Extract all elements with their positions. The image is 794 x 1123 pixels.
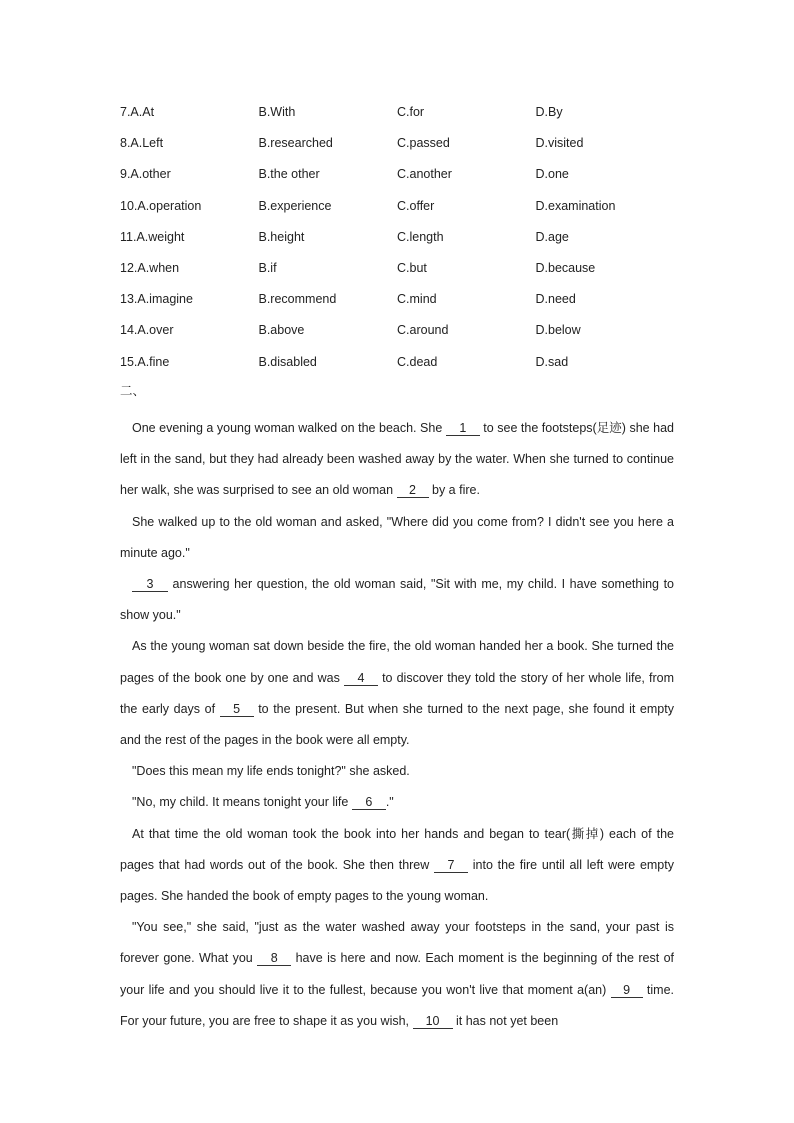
option-d: D.examination bbox=[535, 198, 616, 213]
option-d: D.one bbox=[535, 167, 569, 182]
option-c: C.another bbox=[397, 167, 452, 182]
blank-3: 3 bbox=[132, 577, 168, 592]
blank-8: 8 bbox=[257, 951, 291, 966]
paragraph-6 bbox=[120, 787, 674, 818]
blank-6: 6 bbox=[352, 795, 386, 810]
option-a: 14.A.over bbox=[120, 323, 174, 338]
blank-2: 2 bbox=[397, 483, 429, 498]
passage-text: At that time the old woman took the book into her hands and began to tear(撕掉) each of the pages that had words out of the book. She then threw bbox=[120, 826, 674, 872]
option-b: B.height bbox=[258, 229, 305, 244]
option-row-13 bbox=[120, 289, 680, 320]
option-d: D.below bbox=[535, 323, 581, 338]
option-c: C.passed bbox=[397, 136, 450, 151]
passage-text: have is here and now. Each moment is the beginning of the rest of your life and you should live it to the fullest, because you won't live that moment a(an) bbox=[120, 951, 675, 997]
option-c: C.around bbox=[397, 323, 449, 338]
passage-text: She walked up to the old woman and asked, "Where did you come from? I didn't see you here a minute ago." bbox=[120, 514, 674, 560]
option-d: D.because bbox=[535, 260, 596, 275]
passage-text: "Does this mean my life ends tonight?" she asked. bbox=[132, 764, 410, 779]
paragraph-1 bbox=[120, 413, 674, 507]
passage-text: to see the footsteps(足迹) she had left in the sand, but they had already been washed away by the water. When she turned to continue her walk, she was surprised to see an old woman bbox=[120, 421, 674, 498]
option-row-11 bbox=[120, 227, 680, 258]
option-a: 12.A.when bbox=[120, 260, 180, 275]
option-row-7 bbox=[120, 102, 680, 133]
passage-text: to discover they told the story of her whole life, from the early days of bbox=[120, 670, 674, 716]
option-b: B.With bbox=[258, 105, 296, 119]
blank-10: 10 bbox=[413, 1014, 453, 1029]
option-c: C.offer bbox=[397, 198, 435, 213]
option-b: B.researched bbox=[258, 136, 333, 151]
blank-7: 7 bbox=[434, 858, 468, 873]
option-d: D.age bbox=[535, 229, 569, 244]
option-row-9 bbox=[120, 164, 680, 195]
paragraph-2 bbox=[120, 507, 674, 569]
paragraph-5 bbox=[120, 756, 674, 787]
passage-text: time. For your future, you are free to shape it as you wish, bbox=[120, 982, 674, 1028]
passage-text: As the young woman sat down beside the fire, the old woman handed her a book. She turned the pages of the book one by one and was bbox=[120, 639, 674, 685]
option-d: D.sad bbox=[535, 354, 569, 369]
paragraph-8 bbox=[120, 912, 674, 1037]
passage-text: One evening a young woman walked on the beach. She bbox=[132, 421, 446, 435]
passage-text: to the present. But when she turned to the next page, she found it empty and the rest of the pages in the book were all empty. bbox=[120, 701, 674, 748]
blank-9: 9 bbox=[611, 983, 643, 998]
blank-1: 1 bbox=[446, 421, 480, 436]
option-a: 8.A.Left bbox=[120, 136, 164, 151]
option-row-14 bbox=[120, 320, 680, 351]
section-heading: 二、 bbox=[120, 384, 146, 398]
option-d: D.visited bbox=[535, 136, 584, 151]
passage-text: "You see," she said, "just as the water washed away your footsteps in the sand, your past is forever gone. What you bbox=[120, 920, 674, 966]
option-b: B.experience bbox=[258, 198, 332, 213]
paragraph-3 bbox=[120, 569, 674, 631]
passage-text: ." bbox=[385, 795, 394, 810]
option-a: 13.A.imagine bbox=[120, 292, 193, 307]
option-b: B.the other bbox=[258, 167, 320, 182]
blank-5: 5 bbox=[220, 702, 254, 717]
blank-4: 4 bbox=[344, 671, 378, 686]
option-a: 9.A.other bbox=[120, 167, 171, 182]
cloze-passage bbox=[120, 413, 674, 1037]
paragraph-7 bbox=[120, 819, 674, 913]
option-c: C.dead bbox=[397, 354, 438, 369]
paragraph-4 bbox=[120, 631, 674, 756]
passage-text: it has not yet been bbox=[452, 1013, 559, 1028]
option-c: C.mind bbox=[397, 292, 437, 307]
option-c: C.length bbox=[397, 229, 444, 244]
option-a: 7.A.At bbox=[120, 105, 155, 119]
option-a: 15.A.fine bbox=[120, 354, 170, 369]
passage-text: into the fire until all left were empty pages. She handed the book of empty pages to the young woman. bbox=[120, 857, 674, 904]
option-row-12 bbox=[120, 258, 680, 289]
option-b: B.recommend bbox=[258, 292, 337, 307]
option-b: B.above bbox=[258, 323, 305, 338]
option-c: C.for bbox=[397, 105, 425, 119]
option-a: 10.A.operation bbox=[120, 198, 202, 213]
option-c: C.but bbox=[397, 260, 427, 275]
passage-text: by a fire. bbox=[428, 483, 480, 498]
option-b: B.disabled bbox=[258, 354, 317, 369]
option-b: B.if bbox=[258, 260, 277, 275]
answer-options bbox=[120, 102, 680, 383]
option-a: 11.A.weight bbox=[120, 229, 185, 244]
option-d: D.By bbox=[535, 105, 563, 119]
passage-text: "No, my child. It means tonight your life bbox=[132, 795, 352, 810]
option-row-15 bbox=[120, 352, 680, 383]
passage-text: answering her question, the old woman said, "Sit with me, my child. I have something to show you." bbox=[120, 577, 674, 623]
option-row-10 bbox=[120, 196, 680, 227]
option-d: D.need bbox=[535, 292, 576, 307]
option-row-8 bbox=[120, 133, 680, 164]
